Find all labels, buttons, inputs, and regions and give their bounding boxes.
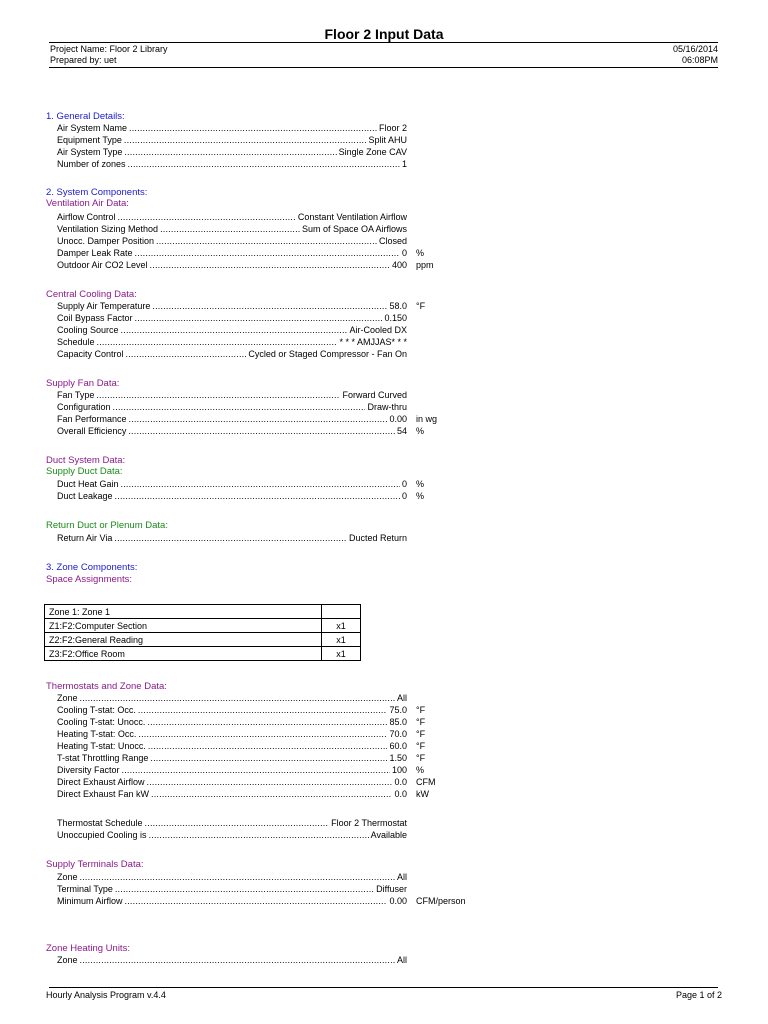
row-label: Ventilation Sizing Method (57, 224, 159, 234)
row-label: Minimum Airflow (57, 896, 123, 906)
row-label: Fan Type (57, 390, 95, 400)
multiplier-cell: x1 (322, 633, 361, 647)
report-time: 06:08PM (681, 55, 718, 65)
duct-row (57, 490, 407, 502)
row-value: Forward Curved (342, 390, 407, 400)
thermo-row (57, 716, 407, 728)
footer-program: Hourly Analysis Program v.4.4 (46, 990, 166, 1000)
row-label: Air System Type (57, 147, 123, 157)
row-value: 85.0 (389, 717, 407, 727)
footer-rule (49, 987, 718, 988)
row-unit: ppm (416, 260, 434, 270)
fan-row (57, 401, 407, 413)
row-value: 0 (401, 479, 407, 489)
row-label: Supply Air Temperature (57, 301, 151, 311)
space-assignments-heading: Space Assignments: (46, 574, 133, 585)
row-unit: °F (416, 717, 426, 727)
row-label: Cooling T-stat: Unocc. (57, 717, 146, 727)
supply-duct-heading: Supply Duct Data: (46, 466, 123, 477)
row-unit: CFM (416, 777, 436, 787)
duct-system-heading: Duct System Data: (46, 455, 126, 466)
row-value: 0.150 (384, 313, 407, 323)
schedule-row (57, 829, 407, 841)
heating-row (57, 954, 407, 966)
table-row (45, 647, 361, 661)
table-row (45, 633, 361, 647)
row-value: 0.0 (394, 777, 407, 787)
fan-row (57, 425, 407, 437)
ventilation-heading: Ventilation Air Data: (46, 198, 129, 209)
row-value: Cycled or Staged Compressor - Fan On (248, 349, 407, 359)
table-row (45, 605, 361, 619)
thermo-row (57, 764, 407, 776)
general-row (57, 122, 407, 134)
row-label: Direct Exhaust Fan kW (57, 789, 150, 799)
row-unit: % (416, 248, 425, 258)
header-rule-bottom (49, 67, 718, 68)
multiplier-cell: x1 (322, 619, 361, 633)
row-value: Single Zone CAV (338, 147, 407, 157)
row-value: Available (370, 830, 407, 840)
section-zones-heading: 3. Zone Components: (46, 562, 138, 573)
general-row (57, 134, 407, 146)
row-value: All (396, 872, 407, 882)
prepared-by: Prepared by: uet (50, 55, 117, 65)
row-unit: CFM/person (416, 896, 466, 906)
row-label: Fan Performance (57, 414, 127, 424)
return-duct-heading: Return Duct or Plenum Data: (46, 520, 168, 531)
row-unit: °F (416, 729, 426, 739)
row-label: Unoccupied Cooling is (57, 830, 147, 840)
row-label: Zone (57, 955, 78, 965)
page-title: Floor 2 Input Data (324, 26, 444, 42)
row-unit: % (416, 491, 425, 501)
zone-heating-heading: Zone Heating Units: (46, 943, 130, 954)
duct-row (57, 478, 407, 490)
row-unit: °F (416, 301, 426, 311)
space-name-cell: Z1:F2:Computer Section (45, 619, 322, 633)
cool-row (57, 324, 407, 336)
thermo-row (57, 752, 407, 764)
thermo-row (57, 740, 407, 752)
project-name: Project Name: Floor 2 Library (50, 44, 168, 54)
row-label: Damper Leak Rate (57, 248, 133, 258)
row-value: 58.0 (389, 301, 407, 311)
vent-row (57, 211, 407, 223)
row-value: Draw-thru (367, 402, 407, 412)
row-value: Constant Ventilation Airflow (297, 212, 407, 222)
row-value: 60.0 (389, 741, 407, 751)
row-unit: °F (416, 705, 426, 715)
row-value: 75.0 (389, 705, 407, 715)
fan-row (57, 389, 407, 401)
thermostats-heading: Thermostats and Zone Data: (46, 681, 167, 692)
row-unit: % (416, 765, 425, 775)
space-name-cell: Z3:F2:Office Room (45, 647, 322, 661)
row-value: Diffuser (376, 884, 407, 894)
terminal-row (57, 871, 407, 883)
row-value: 0.0 (394, 789, 407, 799)
row-value: 100 (391, 765, 407, 775)
row-value: 400 (391, 260, 407, 270)
row-label: Airflow Control (57, 212, 116, 222)
row-value: Air-Cooled DX (349, 325, 407, 335)
row-label: Schedule (57, 337, 95, 347)
cool-row (57, 336, 407, 348)
row-value: All (396, 955, 407, 965)
row-value: 0.00 (389, 414, 407, 424)
row-unit: °F (416, 741, 426, 751)
row-label: Zone (57, 693, 78, 703)
multiplier-cell (322, 605, 361, 619)
row-label: Unocc. Damper Position (57, 236, 155, 246)
row-value: Split AHU (368, 135, 407, 145)
table-row (45, 619, 361, 633)
row-label: Diversity Factor (57, 765, 120, 775)
terminal-row (57, 895, 407, 907)
row-value: Floor 2 (378, 123, 407, 133)
row-value: Sum of Space OA Airflows (301, 224, 407, 234)
row-value: 0 (401, 491, 407, 501)
row-label: Heating T-stat: Unocc. (57, 741, 146, 751)
row-unit: % (416, 426, 425, 436)
row-label: Thermostat Schedule (57, 818, 143, 828)
thermo-row (57, 704, 407, 716)
cool-row (57, 348, 407, 360)
report-date: 05/16/2014 (672, 44, 718, 54)
row-label: Outdoor Air CO2 Level (57, 260, 148, 270)
row-label: T-stat Throttling Range (57, 753, 149, 763)
row-value: Ducted Return (348, 533, 407, 543)
row-label: Overall Efficiency (57, 426, 127, 436)
row-value: 1 (401, 159, 407, 169)
cooling-heading: Central Cooling Data: (46, 289, 137, 300)
row-unit: °F (416, 753, 426, 763)
row-label: Equipment Type (57, 135, 122, 145)
space-name-cell: Z2:F2:General Reading (45, 633, 322, 647)
row-label: Number of zones (57, 159, 126, 169)
schedule-row (57, 817, 407, 829)
row-unit: kW (416, 789, 429, 799)
row-value: 54 (396, 426, 407, 436)
terminal-row (57, 883, 407, 895)
return-row (57, 532, 407, 544)
row-label: Heating T-stat: Occ. (57, 729, 137, 739)
section-general-heading: 1. General Details: (46, 111, 125, 122)
row-label: Direct Exhaust Airflow (57, 777, 145, 787)
general-row (57, 158, 407, 170)
space-assignment-table (44, 604, 361, 661)
row-label: Duct Leakage (57, 491, 113, 501)
row-label: Air System Name (57, 123, 128, 133)
row-value: * * * AMJJAS* * * (339, 337, 407, 347)
section-components-heading: 2. System Components: (46, 187, 148, 198)
thermo-row (57, 788, 407, 800)
thermo-row (57, 692, 407, 704)
row-label: Return Air Via (57, 533, 113, 543)
multiplier-cell: x1 (322, 647, 361, 661)
row-value: 1.50 (389, 753, 407, 763)
zone-name-cell: Zone 1: Zone 1 (45, 605, 322, 619)
row-label: Terminal Type (57, 884, 113, 894)
cool-row (57, 312, 407, 324)
row-unit: % (416, 479, 425, 489)
general-row (57, 146, 407, 158)
row-value: 70.0 (389, 729, 407, 739)
cool-row (57, 300, 407, 312)
row-value: Closed (378, 236, 407, 246)
header-rule-top (49, 42, 718, 43)
vent-row (57, 259, 407, 271)
row-label: Configuration (57, 402, 111, 412)
row-label: Zone (57, 872, 78, 882)
supply-terminals-heading: Supply Terminals Data: (46, 859, 144, 870)
row-label: Duct Heat Gain (57, 479, 119, 489)
fan-row (57, 413, 407, 425)
row-value: All (396, 693, 407, 703)
row-label: Coil Bypass Factor (57, 313, 133, 323)
thermo-row (57, 776, 407, 788)
row-label: Cooling T-stat: Occ. (57, 705, 136, 715)
row-label: Cooling Source (57, 325, 119, 335)
row-value: 0 (401, 248, 407, 258)
row-value: 0.00 (389, 896, 407, 906)
footer-page-number: Page 1 of 2 (675, 990, 722, 1000)
thermo-row (57, 728, 407, 740)
supply-fan-heading: Supply Fan Data: (46, 378, 120, 389)
row-value: Floor 2 Thermostat (331, 818, 407, 828)
vent-row (57, 235, 407, 247)
vent-row (57, 223, 407, 235)
vent-row (57, 247, 407, 259)
row-unit: in wg (416, 414, 438, 424)
row-label: Capacity Control (57, 349, 124, 359)
